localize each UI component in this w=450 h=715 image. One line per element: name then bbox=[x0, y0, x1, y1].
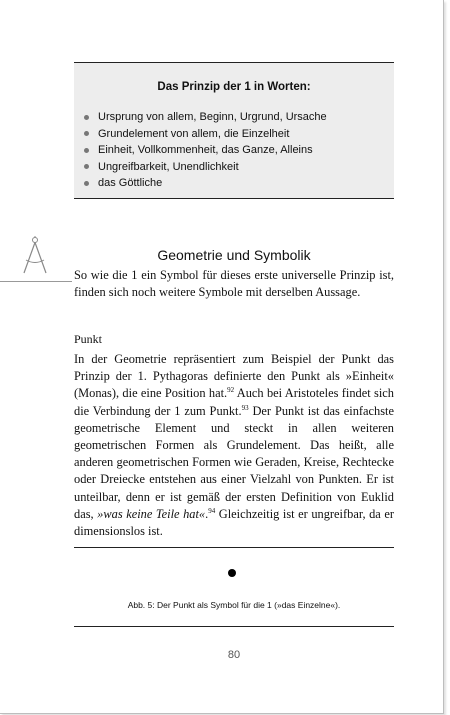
bullet-icon bbox=[84, 148, 89, 153]
bullet-icon bbox=[84, 164, 89, 169]
list-item bbox=[84, 159, 327, 176]
list-item-text: Grundelement von allem, die Einzelheit bbox=[98, 127, 290, 140]
footnote-ref: 92 bbox=[227, 386, 235, 395]
body-text: . bbox=[205, 506, 209, 521]
margin-rule bbox=[0, 281, 72, 282]
bullet-icon bbox=[84, 115, 89, 120]
bullet-icon bbox=[84, 181, 89, 186]
list-item bbox=[84, 175, 327, 192]
bullet-icon bbox=[84, 131, 89, 136]
list-item-text: Ungreifbarkeit, Unendlichkeit bbox=[98, 160, 239, 173]
list-item-text: Ursprung von allem, Beginn, Urgrund, Ursache bbox=[98, 111, 327, 124]
subsection-heading: Punkt bbox=[74, 332, 103, 346]
list-item-text: Einheit, Vollkommenheit, das Ganze, Alleins bbox=[98, 144, 313, 157]
section-heading: Geometrie und Symbolik bbox=[157, 247, 311, 263]
footnote-ref: 93 bbox=[241, 403, 249, 412]
body-text: Der Punkt ist das einfachste geometrische Element und steckt in allen weiteren geometrischen Formen als Grundelement. Das heißt, alle anderen geometrischen Formen wie Geraden, Kreise, Rechtecke oder Dreiecke entstehen aus einer Vielzahl von Punkten. Er ist unteilbar, denn er ist gemäß der ersten Definition von Euklid das, bbox=[74, 403, 394, 521]
compass-icon bbox=[20, 236, 50, 276]
page-number: 80 bbox=[227, 649, 241, 661]
list-item-text: das Göttliche bbox=[98, 177, 163, 190]
principle-info-box bbox=[74, 62, 394, 199]
footnote-ref: 94 bbox=[208, 506, 216, 515]
info-box-title: Das Prinzip der 1 in Worten: bbox=[157, 81, 311, 93]
body-paragraph bbox=[74, 351, 394, 540]
body-text: Gleichzeitig ist er ungreifbar, da er dimensionslos ist. bbox=[74, 506, 394, 539]
intro-paragraph: So wie die 1 ein Symbol für dieses erste universelle Prinzip ist, finden sich noch weitere Symbole mit derselben Aussage. bbox=[74, 268, 394, 300]
figure-bottom-rule bbox=[74, 626, 394, 627]
list-item bbox=[84, 109, 327, 126]
figure-caption: Abb. 5: Der Punkt als Symbol für die 1 (»das Einzelne«). bbox=[127, 600, 341, 610]
euclid-quote: »was keine Teile hat« bbox=[97, 506, 206, 521]
figure-top-rule bbox=[74, 547, 394, 548]
list-item bbox=[84, 126, 327, 143]
body-text: In der Geometrie repräsentiert zum Beispiel der Punkt das Prinzip der 1. Pythagoras definierte den Punkt als »Einheit« (Monas), die eine Position hat. bbox=[74, 352, 394, 401]
principle-list bbox=[84, 109, 327, 192]
list-item bbox=[84, 142, 327, 159]
body-text: Auch bei Aristoteles findet sich die Verbindung der 1 zum Punkt. bbox=[74, 386, 394, 418]
point-figure bbox=[228, 569, 236, 577]
